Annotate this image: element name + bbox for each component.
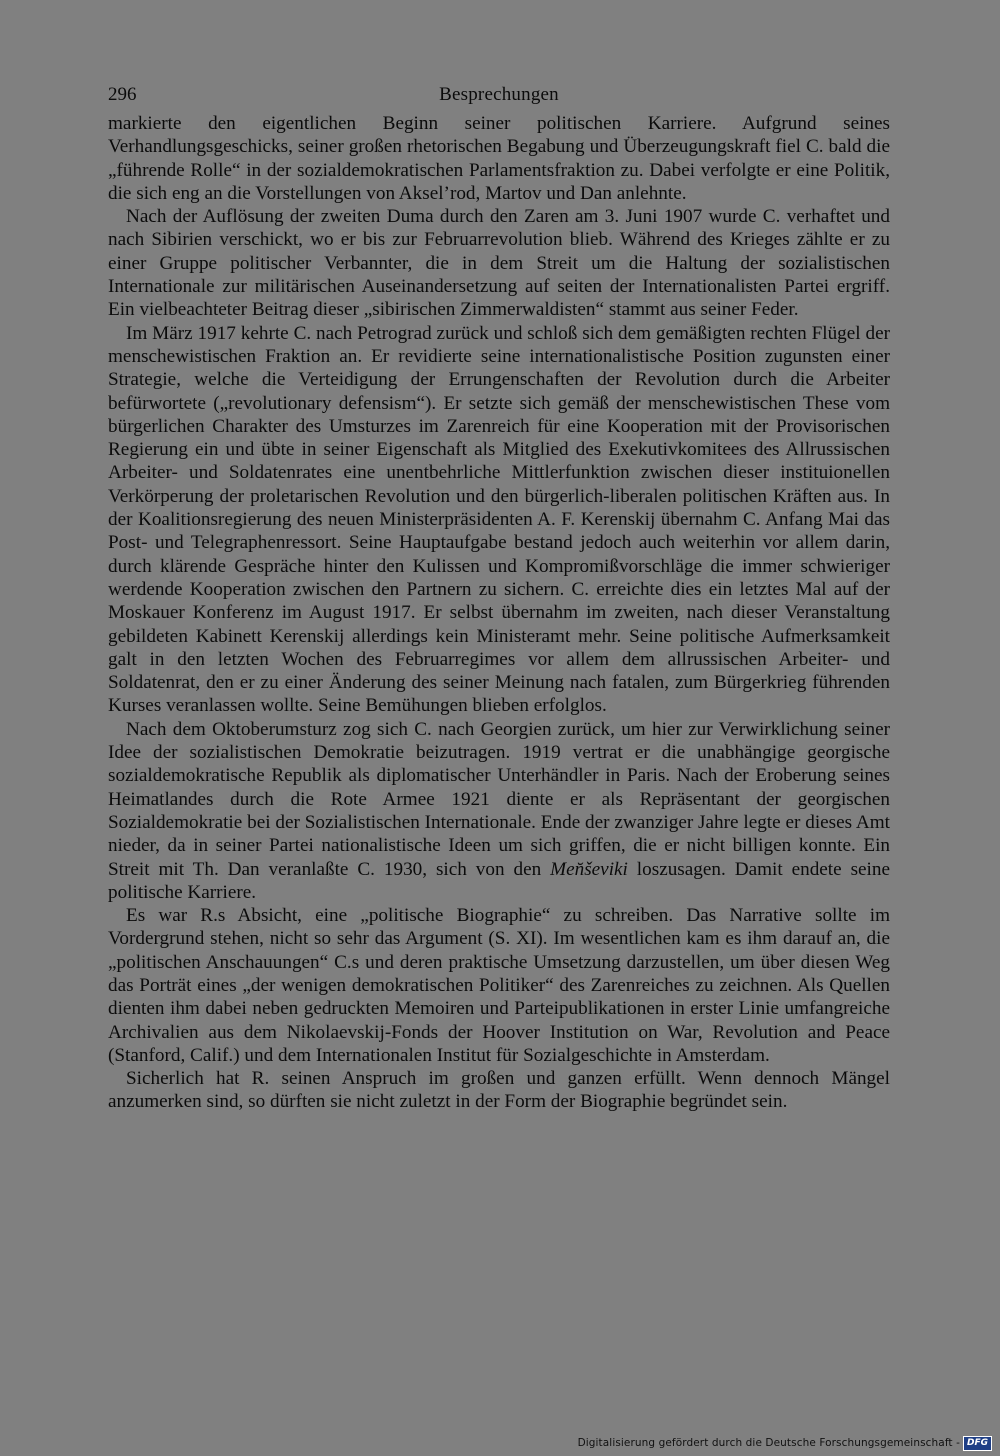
- document-page: [108, 80, 890, 1114]
- page-number: 296: [108, 84, 137, 105]
- digitization-footer: [578, 1436, 992, 1450]
- italic-term: Men̆ševiki: [550, 858, 628, 880]
- body-paragraph: [108, 904, 890, 1067]
- body-text: [108, 112, 890, 1114]
- paragraph-text: Im März 1917 kehrte C. nach Petrograd zurück und schloß sich dem gemäßigten rechten Flügel der menschewistischen Fraktion an. Er revidierte seine internationalistische Position zugunsten einer Strategie, welche die Verteidigung der Errungenschaften der Revolution durch die Arbeiter befürwortete („revolutionary defensism“). Er setzte sich gemäß der menschewistischen These vom bürgerlichen Charakter des Umsturzes im Zarenreich für eine Kooperation mit der Provisorischen Regierung ein und übte in seiner Eigenschaft als Mitglied des Exekutivkomitees des Allrussischen Arbeiter- und Soldatenrates eine unentbehrliche Mittlerfunktion zwischen dieser instituionellen Verkörperung der proletarischen Revolution und den bürgerlich-liberalen politischen Kräften aus. In der Koalitionsregierung des neuen Ministerpräsidenten A. F. Kerenskij übernahm C. Anfang Mai das Post- und Telegraphenressort. Seine Hauptaufgabe bestand jedoch auch weiterhin vor allem darin, durch klärende Gespräche hinter den Kulissen und Kompromißvorschläge die immer schwieriger werdende Kooperation zwischen den Partnern zu sichern. C. erreichte dies ein letztes Mal auf der Moskauer Konferenz im August 1917. Er selbst übernahm im zweiten, nach dieser Veranstaltung gebildeten Kabinett Kerenskij allerdings kein Ministeramt mehr. Seine politische Aufmerksamkeit galt in den letzten Wochen des Februarregimes vor allem dem allrussischen Arbeiter- und Soldatenrat, den er zu einer Änderung des seiner Meinung nach fatalen, zum Bürgerkrieg führenden Kurses veranlassen wollte. Seine Bemühungen blieben erfolglos.: [108, 322, 890, 717]
- body-paragraph: [108, 718, 890, 904]
- body-paragraph: [108, 322, 890, 718]
- running-head: Besprechungen: [439, 84, 559, 105]
- paragraph-text: Sicherlich hat R. seinen Anspruch im großen und ganzen erfüllt. Wenn dennoch Mängel anzumerken sind, so dürften sie nicht zuletzt in der Form der Biographie begründet sein.: [108, 1068, 890, 1113]
- paragraph-text: Es war R.s Absicht, eine „politische Biographie“ zu schreiben. Das Narrative sollte im Vordergrund stehen, nicht so sehr das Argument (S. XI). Im wesentlichen kam es ihm darauf an, die „politischen Anschauungen“ C.s und deren praktische Umsetzung darzustellen, um über diesen Weg das Porträt eines „der wenigen demokratischen Politiker“ des Zarenreiches zu zeichnen. Als Quellen dienten ihm dabei neben gedruckten Memoiren und Parteipublikationen in erster Linie umfangreiche Archivalien aus dem Nikolaevskij-Fonds der Hoover Institution on War, Revolution and Peace (Stanford, Calif.) und dem Internationalen Institut für Sozialgeschichte in Amsterdam.: [108, 905, 890, 1066]
- footer-credit-text: Digitalisierung gefördert durch die Deutsche Forschungsgemeinschaft -: [577, 1437, 960, 1449]
- paragraph-text: loszusagen. Damit endete seine politische Karriere.: [108, 858, 890, 903]
- body-paragraph: [108, 112, 890, 205]
- paragraph-text: markierte den eigentlichen Beginn seiner politischen Karriere. Aufgrund seines Verhandlungsgeschicks, seiner großen rhetorischen Begabung und Überzeugungskraft fiel C. bald die „führende Rolle“ in der sozialdemokratischen Parlamentsfraktion zu. Dabei verfolgte er eine Politik, die sich eng an die Vorstellungen von Aksel’rod, Martov und Dan anlehnte.: [108, 113, 890, 204]
- paragraph-text: Nach der Auflösung der zweiten Duma durch den Zaren am 3. Juni 1907 wurde C. verhaftet und nach Sibirien verschickt, wo er bis zur Februarrevolution blieb. Während des Krieges zählte er zu einer Gruppe politischer Verbannter, die in dem Streit um die Haltung der sozialistischen Internationale zur militärischen Auseinandersetzung auf seiten der Internationalisten Partei ergriff. Ein vielbeachteter Beitrag dieser „sibirischen Zimmerwaldisten“ stammt aus seiner Feder.: [108, 206, 890, 321]
- body-paragraph: [108, 1067, 890, 1114]
- dfg-logo: DFG: [963, 1436, 992, 1451]
- body-paragraph: [108, 205, 890, 321]
- page-header: [108, 80, 890, 110]
- paragraph-text: Nach dem Oktoberumsturz zog sich C. nach Georgien zurück, um hier zur Verwirklichung seiner Idee der sozialistischen Demokratie beizutragen. 1919 vertrat er die unabhängige georgische sozialdemokratische Republik als diplomatischer Unterhändler in Paris. Nach der Eroberung seines Heimatlandes durch die Rote Armee 1921 diente er als Repräsentant der georgischen Sozialdemokratie bei der Sozialistischen Internationale. Ende der zwanziger Jahre legte er dieses Amt nieder, da in seiner Partei nationalistische Ideen um sich griffen, die er nicht billigen konnte. Ein Streit mit Th. Dan veranlaßte C. 1930, sich von den: [108, 718, 890, 880]
